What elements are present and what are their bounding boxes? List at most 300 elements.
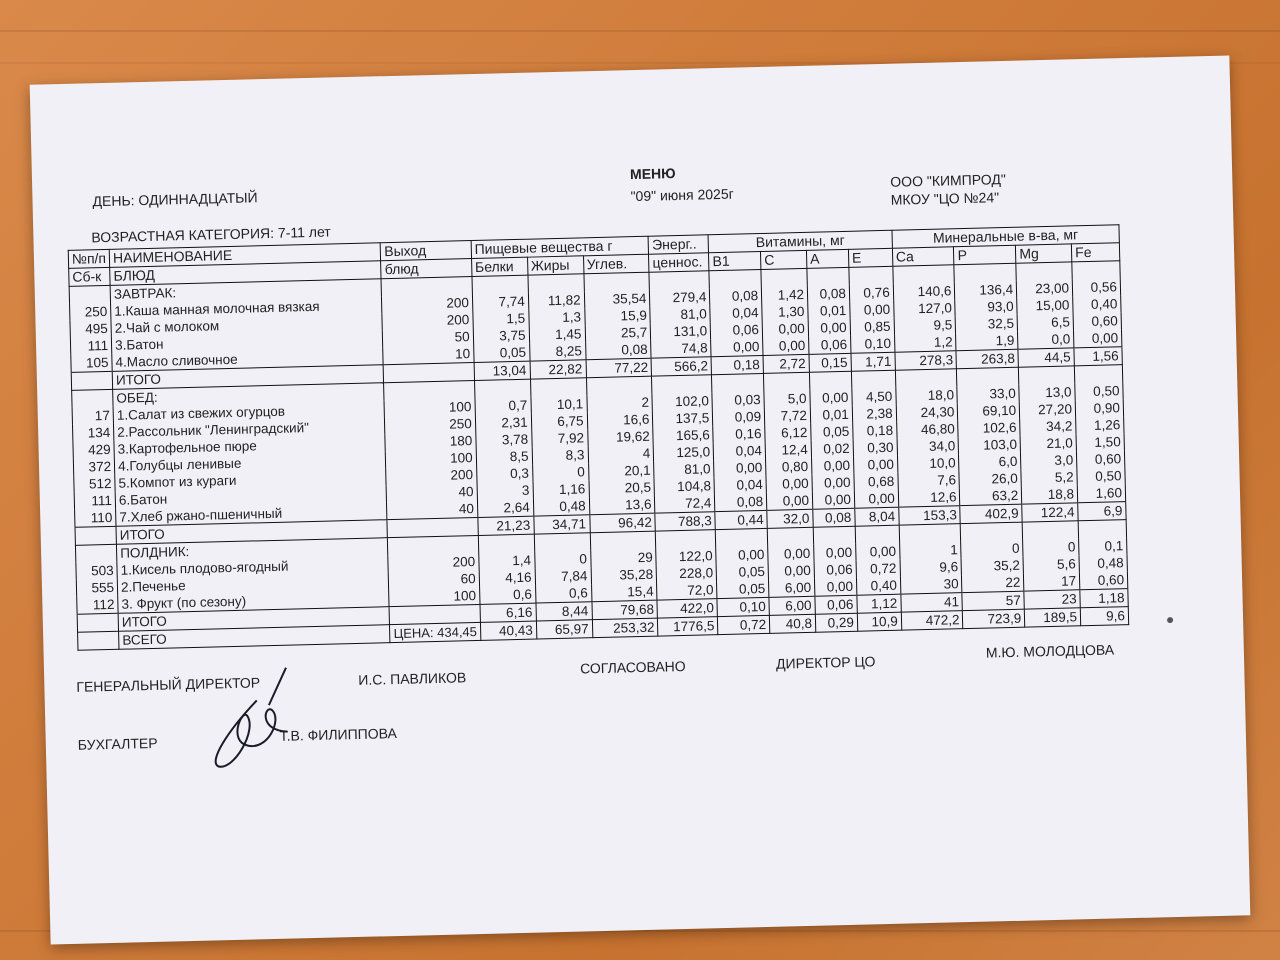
table-cell: 5,0	[764, 390, 810, 408]
header-cell: Mg	[1016, 244, 1072, 263]
table-cell: 0,08	[715, 493, 767, 512]
table-cell: 100	[389, 587, 480, 607]
table-cell: 93,0	[955, 298, 1017, 317]
table-cell: 0	[961, 540, 1023, 559]
agreed-label: СОГЛАСОВАНО	[579, 657, 686, 677]
table-cell: 200	[388, 553, 479, 572]
table-cell: 429	[73, 441, 114, 459]
header-cell: Пищевые вещества г	[471, 236, 649, 258]
table-cell	[954, 263, 1016, 282]
table-cell: 6,16	[480, 603, 536, 622]
table-cell: 0,15	[809, 353, 851, 372]
table-cell: 0,00	[762, 320, 808, 338]
table-cell: 0,10	[717, 597, 769, 616]
table-cell	[583, 272, 649, 291]
table-cell: 34,71	[534, 515, 590, 534]
table-cell: 279,4	[650, 288, 710, 306]
day-label: ДЕНЬ: ОДИННАДЦАТЫЙ	[92, 189, 258, 210]
table-cell	[69, 285, 110, 303]
table-cell: 20,1	[588, 462, 654, 481]
table-cell: 9,5	[894, 316, 956, 335]
table-cell: 1,50	[1076, 433, 1124, 451]
table-cell: 100	[386, 449, 477, 468]
table-cell: 1	[899, 541, 961, 560]
table-cell: 0,85	[850, 318, 894, 336]
menu-date: "09" июня 2025г	[630, 185, 734, 205]
table-cell: 77,22	[586, 358, 652, 378]
table-cell: 125,0	[654, 443, 714, 461]
table-cell: 1,60	[1077, 484, 1125, 503]
table-cell	[75, 526, 117, 545]
table-cell: 41	[901, 593, 963, 613]
price-label: ЦЕНА: 434,45	[390, 622, 481, 642]
table-cell: 57	[962, 591, 1024, 611]
table-cell: 11,82	[528, 291, 584, 309]
table-cell: 9,6	[900, 558, 962, 577]
table-cell: 3,0	[1021, 451, 1077, 469]
table-cell: 96,42	[589, 513, 655, 533]
table-cell: 0,05	[811, 423, 853, 441]
table-cell: 5.Компот из кураги	[115, 468, 387, 492]
table-cell: 81,0	[654, 460, 714, 478]
menu-sheet	[30, 55, 1251, 944]
table-cell: 21,23	[478, 516, 534, 535]
menu-title: МЕНЮ	[629, 165, 676, 183]
header-cell: С	[761, 250, 807, 269]
table-cell: 32,0	[767, 509, 813, 528]
table-cell	[893, 265, 955, 284]
table-cell: 3.Картофельное пюре	[114, 434, 386, 458]
table-cell	[388, 535, 479, 555]
table-cell: 127,0	[893, 299, 955, 318]
table-cell: 7,84	[535, 567, 591, 585]
menu-table	[68, 224, 1129, 651]
table-cell: 44,5	[1018, 348, 1074, 367]
table-cell: 15,00	[1017, 296, 1073, 314]
table-cell: 0,18	[853, 422, 897, 440]
table-cell: 40	[387, 500, 478, 520]
table-cell: 10	[383, 345, 474, 365]
table-cell: 40,43	[480, 621, 536, 640]
table-cell: 6,5	[1017, 313, 1073, 331]
table-cell: 0,06	[814, 561, 856, 579]
section-title: ЗАВТРАК:	[110, 279, 382, 303]
gen-director-name: И.С. ПАВЛИКОВ	[358, 669, 467, 688]
table-cell: 1,26	[1076, 416, 1124, 434]
table-cell: 1,5	[473, 310, 529, 328]
table-cell	[534, 533, 590, 552]
table-cell	[855, 525, 899, 544]
table-cell: 18,0	[896, 386, 958, 405]
table-cell: 33,0	[957, 385, 1019, 404]
table-cell: 72,0	[657, 581, 717, 600]
table-cell: 7,74	[472, 293, 528, 311]
table-cell: 137,5	[653, 409, 713, 427]
table-cell: 0,40	[1073, 295, 1121, 313]
table-cell: 0,01	[810, 406, 852, 424]
table-cell: 0,18	[711, 355, 763, 374]
table-cell: 0,50	[1077, 467, 1125, 485]
table-cell: 10,9	[857, 612, 901, 631]
table-cell: 0,00	[768, 562, 814, 580]
header-cell: Витамины, мг	[708, 230, 892, 252]
table-cell: 555	[76, 579, 117, 597]
table-cell: 0,3	[476, 465, 532, 483]
table-cell: 110	[75, 509, 116, 527]
table-cell: 200	[386, 466, 477, 485]
table-cell: 30	[900, 575, 962, 594]
table-cell	[384, 363, 475, 383]
table-cell: 21,0	[1020, 434, 1076, 452]
table-cell: 422,0	[657, 599, 717, 618]
table-cell: 13,6	[589, 496, 655, 515]
table-cell: 1,56	[1074, 347, 1122, 366]
table-cell: 0,06	[815, 595, 857, 614]
table-cell: 0,06	[809, 336, 851, 355]
header-cell: Е	[848, 248, 892, 267]
table-cell: 0,60	[1073, 312, 1121, 330]
table-cell: 15,4	[591, 583, 657, 602]
table-cell: 6,00	[769, 579, 815, 598]
table-cell: 16,6	[587, 411, 653, 430]
accountant-label: БУХГАЛТЕР	[77, 734, 158, 753]
table-cell: 0,06	[710, 321, 762, 339]
table-cell: ВСЕГО	[119, 625, 391, 650]
table-cell: 0,44	[715, 510, 767, 529]
header-cell: А	[806, 249, 848, 268]
table-cell: 72,4	[655, 494, 715, 513]
table-cell	[712, 373, 764, 392]
table-cell: 40	[386, 483, 477, 502]
table-cell: 0,10	[850, 335, 894, 354]
header-cell: НАИМЕНОВАНИЕ	[109, 243, 381, 268]
table-cell: 111	[70, 337, 111, 355]
table-cell: 17	[72, 407, 113, 425]
table-cell: 0,1	[1079, 537, 1127, 555]
table-cell: 1,16	[533, 480, 589, 498]
table-cell: 7.Хлеб ржано-пшеничный	[116, 502, 388, 526]
table-cell: 140,6	[893, 282, 955, 301]
table-cell: 6,00	[769, 596, 815, 615]
table-cell	[656, 530, 716, 549]
table-cell	[809, 371, 851, 390]
table-cell: 0,80	[766, 458, 812, 476]
table-cell: 112	[77, 596, 118, 614]
table-cell	[389, 604, 480, 624]
table-cell: 0,48	[1079, 554, 1127, 572]
table-cell: 8,04	[855, 507, 899, 526]
table-cell: 1,12	[857, 594, 901, 613]
table-cell	[899, 524, 961, 543]
table-cell: 180	[385, 432, 476, 451]
table-cell: 136,4	[955, 281, 1017, 300]
header-cell: Выход	[381, 241, 472, 261]
table-cell: 200	[382, 311, 473, 330]
table-cell: 1.Салат из свежих огурцов	[113, 400, 385, 424]
table-cell: 0,01	[808, 302, 850, 320]
table-cell: 253,32	[592, 618, 658, 638]
table-cell: 1,2	[894, 333, 956, 352]
table-cell: 0,00	[814, 578, 856, 597]
table-cell	[761, 268, 807, 287]
table-cell	[1074, 365, 1122, 384]
table-cell: 18,8	[1022, 485, 1078, 504]
table-cell: 34,0	[897, 437, 959, 456]
table-cell: 103,0	[959, 436, 1021, 455]
table-cell	[72, 389, 113, 407]
table-cell	[957, 367, 1019, 386]
table-cell: 22	[962, 574, 1024, 593]
table-cell: 8,44	[536, 602, 592, 621]
table-cell: 250	[70, 303, 111, 321]
table-cell: 0,56	[1072, 278, 1120, 296]
table-cell: 263,8	[956, 349, 1018, 369]
table-cell: 200	[382, 294, 473, 313]
table-cell	[75, 544, 116, 562]
table-cell: 0,05	[473, 344, 529, 363]
table-cell: 8,3	[532, 446, 588, 464]
table-cell: 35,54	[584, 290, 650, 309]
table-cell: 0,00	[768, 545, 814, 563]
table-cell: 2.Рассольник "Ленинградский"	[114, 417, 386, 441]
table-cell: 6,0	[959, 453, 1021, 472]
table-cell: 46,80	[896, 420, 958, 439]
table-cell	[716, 528, 768, 547]
table-cell: 4.Масло сливочное	[112, 347, 384, 371]
table-cell: 1,3	[528, 308, 584, 326]
table-cell: 0,00	[716, 546, 768, 564]
table-cell: 0,6	[535, 584, 591, 603]
table-cell: 81,0	[650, 305, 710, 323]
table-cell: 32,5	[956, 315, 1018, 334]
table-cell: 1776,5	[658, 617, 718, 636]
table-cell: 25,7	[585, 324, 651, 343]
table-cell: 7,92	[531, 429, 587, 447]
table-cell: 9,6	[1080, 607, 1128, 626]
table-cell: 0,72	[856, 560, 900, 578]
header-cell: Минеральные в-ва, мг	[892, 225, 1120, 249]
table-cell	[849, 266, 893, 285]
table-cell: 10,0	[897, 454, 959, 473]
table-cell: 472,2	[901, 611, 963, 631]
table-cell: 12,4	[765, 441, 811, 459]
table-cell: 0,09	[713, 408, 765, 426]
table-cell: 4,50	[852, 388, 896, 406]
table-cell: 29	[590, 549, 656, 568]
table-cell: 0,0	[1018, 330, 1074, 349]
table-cell: 0,00	[855, 543, 899, 561]
table-cell: 0,00	[814, 544, 856, 562]
table-cell: 153,3	[898, 506, 960, 526]
header-cell: В1	[709, 251, 761, 270]
table-cell: 250	[385, 415, 476, 434]
table-cell: 0,08	[813, 508, 855, 527]
table-cell: 104,8	[654, 477, 714, 495]
table-cell: 0,08	[585, 341, 651, 360]
header-cell: блюд	[381, 259, 472, 279]
table-cell: 0,08	[710, 287, 762, 305]
table-cell	[1022, 521, 1078, 540]
gen-director-label: ГЕНЕРАЛЬНЫЙ ДИРЕКТОР	[76, 674, 261, 695]
table-cell: 372	[73, 458, 114, 476]
table-cell: 8,25	[529, 342, 585, 361]
table-cell: 134	[72, 424, 113, 442]
table-cell: 0,04	[714, 476, 766, 494]
table-cell: 22,82	[530, 360, 586, 379]
table-cell: 3,78	[476, 431, 532, 449]
table-cell: 0,40	[856, 577, 900, 596]
table-cell: 65,97	[536, 620, 592, 639]
table-cell: 0,50	[1075, 382, 1123, 400]
table-cell: 3	[477, 482, 533, 500]
table-cell: 0,00	[711, 338, 763, 357]
table-cell: 1.Каша манная молочная вязкая	[111, 296, 383, 320]
table-cell: 0,00	[1074, 329, 1122, 348]
table-cell: 2	[586, 394, 652, 413]
table-cell: 0,04	[710, 304, 762, 322]
table-cell: 2.Чай с молоком	[111, 313, 383, 337]
header-cell: Углев.	[583, 254, 649, 274]
table-cell: 0,00	[810, 389, 852, 407]
signatures-block	[76, 638, 1178, 775]
table-cell: 512	[74, 475, 115, 493]
table-cell: 0	[534, 550, 590, 568]
table-cell	[767, 527, 813, 546]
table-cell: 1.Кисель плодово-ягодный	[117, 555, 389, 579]
table-cell: 0,05	[716, 563, 768, 581]
table-cell: 17	[1024, 572, 1080, 591]
table-cell: 8,5	[476, 448, 532, 466]
table-cell: ИТОГО	[116, 520, 388, 545]
table-cell: 0,76	[849, 284, 893, 302]
header-cell: Сб-к	[69, 267, 111, 286]
table-cell: 0,30	[853, 439, 897, 457]
table-cell: 0,00	[766, 475, 812, 493]
table-cell: 0,03	[712, 391, 764, 409]
table-cell: 2,31	[475, 414, 531, 432]
table-cell: 189,5	[1025, 608, 1081, 627]
table-cell: 723,9	[963, 609, 1025, 629]
header-cell: Ca	[892, 247, 954, 267]
table-cell: 74,8	[651, 339, 711, 358]
table-cell: 34,2	[1020, 417, 1076, 435]
table-cell: 0,00	[714, 459, 766, 477]
table-cell	[384, 381, 475, 401]
table-cell	[474, 379, 530, 398]
table-cell	[381, 277, 472, 297]
table-cell: 0,00	[808, 319, 850, 337]
table-cell: 503	[76, 562, 117, 580]
director-name: М.Ю. МОЛОДЦОВА	[985, 641, 1115, 661]
table-cell: 6.Батон	[115, 485, 387, 509]
table-cell: 0,16	[713, 425, 765, 443]
table-cell	[851, 370, 895, 389]
table-cell: 6,9	[1078, 502, 1126, 521]
table-cell: 402,9	[960, 504, 1022, 524]
table-cell: 0	[532, 463, 588, 481]
table-cell	[1072, 261, 1120, 280]
table-cell: 0	[1023, 538, 1079, 556]
table-cell: 13,0	[1019, 383, 1075, 401]
table-cell: 105	[71, 354, 112, 372]
table-cell: 100	[384, 398, 475, 417]
table-cell: 2,64	[477, 499, 533, 518]
table-cell: 165,6	[653, 426, 713, 444]
table-cell	[813, 526, 855, 545]
header-cell: Энерг..	[648, 235, 708, 254]
table-cell: 0,00	[853, 456, 897, 474]
table-cell: 10,1	[531, 395, 587, 413]
table-cell	[652, 375, 712, 394]
table-cell	[387, 517, 478, 537]
table-cell: 63,2	[960, 487, 1022, 506]
table-cell	[1016, 262, 1072, 281]
table-cell	[472, 275, 528, 294]
table-cell: 2,38	[852, 405, 896, 423]
table-cell	[77, 613, 119, 632]
table-cell: 122,0	[656, 547, 716, 565]
table-cell: 122,4	[1022, 503, 1078, 522]
table-cell: 13,04	[474, 361, 530, 380]
supplier-name: ООО "КИМПРОД"	[890, 170, 1007, 190]
age-category: ВОЗРАСТНАЯ КАТЕГОРИЯ: 7-11 лет	[91, 223, 331, 246]
table-cell: 23,00	[1017, 279, 1073, 297]
table-cell: 1,45	[529, 325, 585, 343]
table-cell: 131,0	[651, 322, 711, 340]
table-cell: 7,6	[898, 471, 960, 490]
table-cell: 5,6	[1023, 555, 1079, 573]
table-cell: ИТОГО	[112, 365, 384, 390]
table-cell: 35,2	[962, 557, 1024, 576]
table-cell	[807, 267, 849, 286]
table-cell: 26,0	[959, 470, 1021, 489]
table-cell: 0,90	[1075, 399, 1123, 417]
school-name: МКОУ "ЦО №24"	[890, 189, 1000, 208]
table-cell: 50	[383, 328, 474, 347]
table-cell: 0,08	[807, 285, 849, 303]
table-cell: 2.Печенье	[117, 572, 389, 596]
table-cell: 278,3	[895, 351, 957, 371]
table-cell	[1078, 520, 1126, 539]
table-cell	[895, 369, 957, 388]
table-cell	[764, 372, 810, 391]
director-label: ДИРЕКТОР ЦО	[775, 653, 876, 672]
table-cell: 0,00	[766, 492, 812, 511]
handwritten-signature	[186, 659, 329, 772]
header-cell: Жиры	[527, 256, 583, 275]
table-cell: 6,12	[765, 424, 811, 442]
table-cell: 0,00	[850, 301, 894, 319]
table-cell	[530, 378, 586, 397]
accountant-name: Т.В. ФИЛИППОВА	[279, 725, 398, 744]
table-cell	[1019, 366, 1075, 385]
table-cell: 0,00	[812, 474, 854, 492]
table-cell	[78, 631, 120, 650]
table-cell: 495	[70, 320, 111, 338]
table-cell: 0,72	[718, 615, 770, 634]
table-cell: 40,8	[769, 614, 815, 633]
table-cell: ИТОГО	[118, 607, 390, 632]
table-cell: 228,0	[656, 564, 716, 582]
table-cell: 566,2	[651, 357, 711, 376]
table-cell: 0,02	[811, 440, 853, 458]
table-cell: 60	[389, 570, 480, 589]
table-cell	[649, 271, 709, 290]
table-cell: 23	[1024, 590, 1080, 609]
table-cell	[528, 274, 584, 293]
table-cell: 102,6	[958, 419, 1020, 438]
header-cell: ценнос.	[649, 253, 709, 272]
